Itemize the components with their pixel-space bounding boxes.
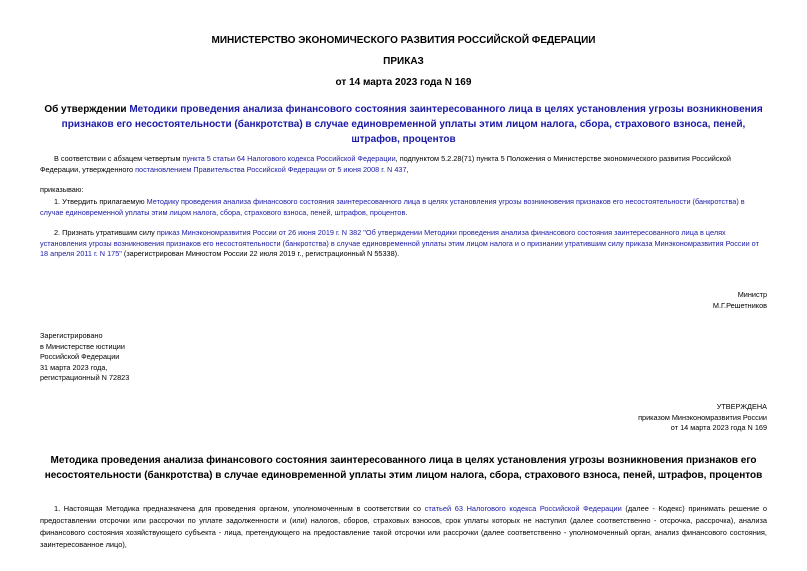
signature-block <box>567 290 767 311</box>
ministry-header: МИНИСТЕРСТВО ЭКОНОМИЧЕСКОГО РАЗВИТИЯ РОССИЙСКОЙ ФЕДЕРАЦИИ <box>211 35 596 46</box>
para1-text-2: (далее - Кодекс) принимать решение о предоставлении отсрочки или рассрочки по уплате задолженности и (или) налогов, сборов, страховых взносов, срок уплаты которых не наступил (далее соответственно - отсрочка, рассрочка), анализа финансового состояния хозяйствующего субъекта - лица, претендующего на предоставление такой отсрочки или рассрочки (далее соответственно - уполномоченный орган, анализ финансового состояния, заинтересованное лицо), <box>40 504 767 549</box>
order-title-link[interactable]: Методики проведения анализа финансового состояния заинтересованного лица в целях установления угрозы возникновения признаков его несостоятельности (банкротства) в случае единовременной уплаты этим лицом налога, сбора, страхового взноса, пеней, штрафов, процентов <box>61 104 763 145</box>
government-decree-link[interactable]: постановлением Правительства Российской Федерации от 5 июня 2008 г. N 437 <box>135 164 407 174</box>
approval-line: от 14 марта 2023 года N 169 <box>670 423 767 432</box>
paragraph-1 <box>40 503 767 551</box>
order-item-2 <box>40 228 767 260</box>
tax-code-link[interactable]: пункта 5 статьи 64 Налогового кодекса Российской Федерации <box>182 154 396 163</box>
previous-order-link[interactable]: приказ Минэкономразвития России от 26 июня 2019 г. N 382 "Об утверждении Методики проведения анализа финансового состояния заинтересованного лица в целях установления угрозы возникновения признаков его несостоятельности (банкротства) в случае единовременной уплаты этим лицом налога и о признании утратившим силу приказа Минэкономразвития России от 18 апреля 2011 г. N 175" <box>40 228 759 258</box>
item1-text-1: 1. Утвердить прилагаемую <box>54 197 147 206</box>
signature-position: Министр <box>737 290 767 299</box>
approval-block <box>507 402 767 434</box>
order-item-1 <box>40 197 767 218</box>
preamble-text-2: , подпунктом 5.2.28(71) пункта 5 Положения о Министерстве экономического развития Российской Федерации, утвержденного <box>40 154 731 174</box>
preamble-text-3: , <box>406 164 409 174</box>
para1-text-1: 1. Настоящая Методика предназначена для проведения органом, уполномоченным в соответствии со <box>54 504 425 513</box>
methodology-link[interactable]: Методику проведения анализа финансового состояния заинтересованного лица в целях установления угрозы возникновения признаков его несостоятельности (банкротства) в случае единовременной уплаты этим лицом налога, сбора, страхового взноса, пеней, штрафов, процентов <box>40 197 745 217</box>
item2-text-1: 2. Признать утратившим силу <box>54 228 157 237</box>
approval-line: приказом Минэкономразвития России <box>638 412 767 422</box>
document-date-number: от 14 марта 2023 года N 169 <box>335 77 472 88</box>
registration-line: Зарегистрировано <box>40 331 103 340</box>
preamble-text-1: В соответствии с абзацем четвертым <box>54 154 183 163</box>
order-title <box>40 102 767 147</box>
approval-line: УТВЕРЖДЕНА <box>716 402 767 411</box>
order-title-prefix: Об утверждении <box>44 104 130 115</box>
registration-line: 31 марта 2023 года, <box>40 362 108 372</box>
preamble <box>40 154 767 175</box>
registration-line: регистрационный N 72823 <box>40 373 130 382</box>
item2-text-2: (зарегистрирован Минюстом России 22 июля 2019 г., регистрационный N 55338). <box>121 249 400 258</box>
document-type: ПРИКАЗ <box>383 56 424 67</box>
methodology-title: Методика проведения анализа финансового состояния заинтересованного лица в целях установления угрозы возникновения признаков его несостоятельности (банкротства) в случае единовременной уплаты этим лицом налога, сбора, страхового взноса, пеней, штрафов, процентов <box>44 455 763 481</box>
item1-text-2: . <box>405 207 408 217</box>
registration-block <box>40 331 129 384</box>
registration-line: в Министерстве юстиции <box>40 341 125 351</box>
registration-line: Российской Федерации <box>40 352 120 361</box>
tax-code-article-63-link[interactable]: статьей 63 Налогового кодекса Российской Федерации <box>424 504 622 513</box>
order-word: приказываю: <box>40 185 84 194</box>
signature-name: М.Г.Решетников <box>712 300 767 310</box>
